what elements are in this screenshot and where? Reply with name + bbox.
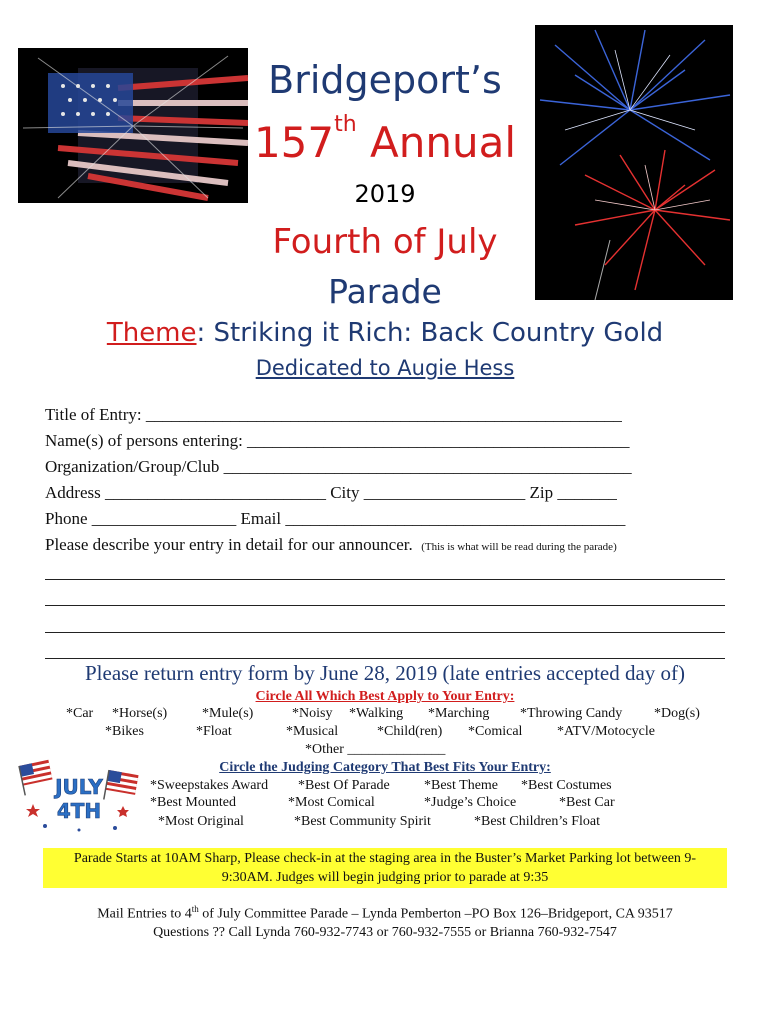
title-line-4: Fourth of July bbox=[272, 222, 498, 262]
svg-text:JULY: JULY bbox=[55, 775, 103, 799]
describe-note: (This is what will be read during the parade) bbox=[421, 541, 617, 553]
theme-text: : Striking it Rich: Back Country Gold bbox=[196, 318, 664, 348]
july-4th-logo bbox=[15, 758, 143, 836]
description-line[interactable] bbox=[45, 579, 725, 580]
entry-option-mules[interactable]: *Mule(s) bbox=[202, 706, 254, 721]
judging-category-heading: Circle the Judging Category That Best Fits Your Entry: bbox=[219, 760, 551, 775]
title-line-5: Parade bbox=[328, 272, 442, 311]
judging-option-community-spirit[interactable]: *Best Community Spirit bbox=[294, 814, 431, 829]
notice-line-1: Parade Starts at 10AM Sharp, Please check-in at the staging area in the Buster’s Market Parking lot between 9- bbox=[73, 851, 697, 866]
entry-option-noisy[interactable]: *Noisy bbox=[292, 706, 333, 721]
svg-text:4TH: 4TH bbox=[56, 799, 102, 823]
notice-line-2: 9:30AM. Judges will begin judging prior to parade at 9:35 bbox=[221, 870, 549, 885]
phone-email-field[interactable]: Phone _________________ Email ________________________________________ bbox=[45, 509, 626, 528]
entry-option-throwing-candy[interactable]: *Throwing Candy bbox=[520, 706, 623, 721]
describe-entry-label: Please describe your entry in detail for our announcer. (This is what will be read during the parade) bbox=[45, 535, 617, 554]
entry-option-dogs[interactable]: *Dog(s) bbox=[654, 706, 700, 721]
title-line-1: Bridgeport’s bbox=[268, 58, 502, 102]
year: 2019 bbox=[354, 180, 416, 208]
entry-option-atv[interactable]: *ATV/Motocycle bbox=[557, 724, 655, 739]
entry-option-bikes[interactable]: *Bikes bbox=[105, 724, 144, 739]
address-field[interactable]: Address __________________________ City ___________________ Zip _______ bbox=[45, 483, 617, 502]
entry-option-comical[interactable]: *Comical bbox=[468, 724, 523, 739]
title-of-entry-field[interactable]: Title of Entry: ________________________________________________________ bbox=[45, 405, 622, 424]
description-line[interactable] bbox=[45, 658, 725, 659]
entry-option-musical[interactable]: *Musical bbox=[286, 724, 339, 739]
judging-option-best-costumes[interactable]: *Best Costumes bbox=[521, 778, 612, 793]
description-line[interactable] bbox=[45, 605, 725, 606]
judging-option-most-comical[interactable]: *Most Comical bbox=[288, 795, 375, 810]
theme-line bbox=[0, 318, 770, 348]
dedication: Dedicated to Augie Hess bbox=[255, 356, 515, 380]
judging-option-judges-choice[interactable]: *Judge’s Choice bbox=[424, 795, 517, 810]
organization-field[interactable]: Organization/Group/Club ________________________________________________ bbox=[45, 457, 632, 476]
judging-option-most-original[interactable]: *Most Original bbox=[158, 814, 244, 829]
entry-option-children[interactable]: *Child(ren) bbox=[377, 724, 443, 739]
theme-label: Theme bbox=[106, 318, 197, 348]
judging-option-best-of-parade[interactable]: *Best Of Parade bbox=[298, 778, 390, 793]
judging-option-best-mounted[interactable]: *Best Mounted bbox=[150, 795, 236, 810]
entry-option-walking[interactable]: *Walking bbox=[349, 706, 404, 721]
judging-option-childrens-float[interactable]: *Best Children’s Float bbox=[474, 814, 600, 829]
parade-start-notice bbox=[43, 848, 727, 888]
description-line[interactable] bbox=[45, 632, 725, 633]
entry-option-car[interactable]: *Car bbox=[66, 706, 94, 721]
entry-option-horses[interactable]: *Horse(s) bbox=[112, 706, 168, 721]
entry-option-float[interactable]: *Float bbox=[196, 724, 232, 739]
entry-category-heading: Circle All Which Best Apply to Your Entry: bbox=[255, 689, 515, 704]
entry-option-other[interactable]: *Other ______________ bbox=[305, 742, 446, 757]
questions-contact: Questions ?? Call Lynda 760-932-7743 or 760-932-7555 or Brianna 760-932-7547 bbox=[153, 924, 617, 940]
judging-option-best-car[interactable]: *Best Car bbox=[559, 795, 615, 810]
mailing-info bbox=[0, 900, 770, 942]
judging-option-sweepstakes[interactable]: *Sweepstakes Award bbox=[150, 778, 269, 793]
title-line-2: 157th Annual bbox=[253, 112, 517, 167]
entry-option-marching[interactable]: *Marching bbox=[428, 706, 490, 721]
return-deadline: Please return entry form by June 28, 2019 (late entries accepted day of) bbox=[84, 661, 686, 685]
judging-option-best-theme[interactable]: *Best Theme bbox=[424, 778, 499, 793]
names-field[interactable]: Name(s) of persons entering: _____________________________________________ bbox=[45, 431, 630, 450]
mail-address: Mail Entries to 4th of July Committee Parade – Lynda Pemberton –PO Box 126–Bridgeport, CA 93517 bbox=[97, 904, 673, 922]
